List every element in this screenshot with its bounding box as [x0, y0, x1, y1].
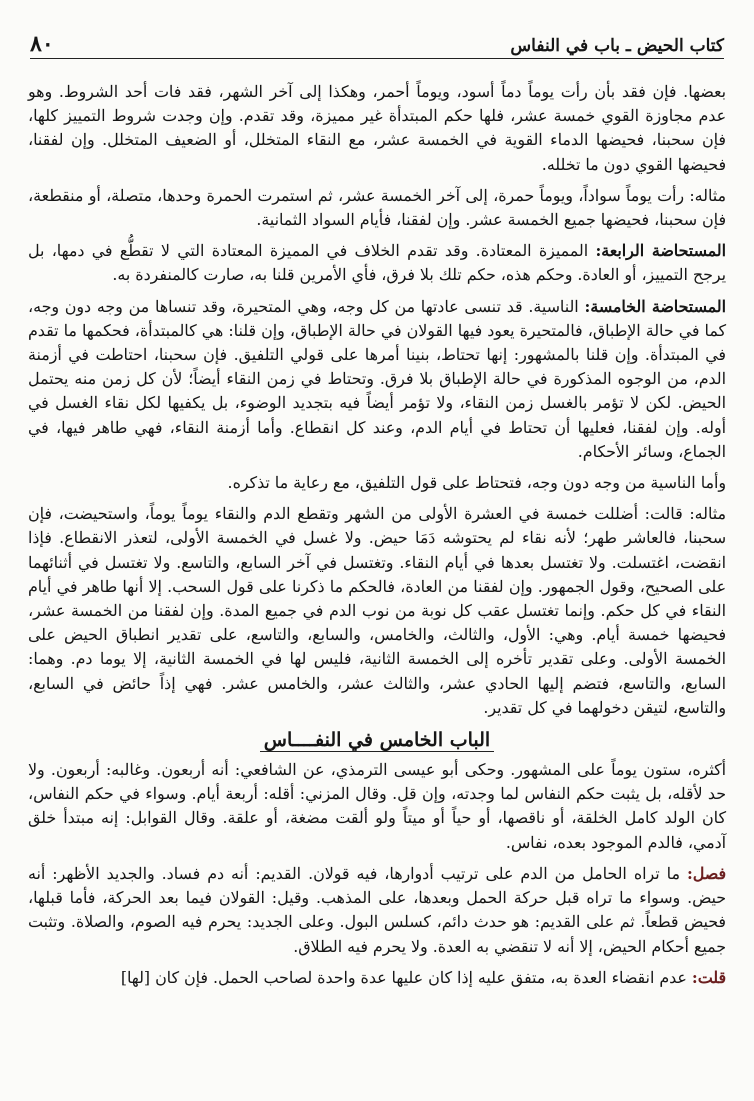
paragraph-text: ما تراه الحامل من الدم على ترتيب أدوارها، فيه قولان. القديم: أنه دم فساد. والجديد الأظهر: أنه حيض. وسواء ما تراه قبل حركة الحمل وبعدها، على المذهب. وقيل: القولان فيما بعد الحركة، فأما قبلها، فحيض قطعاً. ثم على القديم: هو حدث دائم، كسلس البول. وعلى الجديد: يحرم فيه الصوم، والصلاة. وتثبت جميع أحكام الحيض، إلا أنه لا تنقضي به العدة. ولا يحرم فيه الطلاق.: [28, 863, 726, 956]
section-label: فصل:: [686, 863, 726, 883]
running-title: كتاب الحيض ـ باب في النفاس: [510, 36, 724, 56]
paragraph-text: مثاله: قالت: أضللت خمسة في العشرة الأولى من الشهر وتقطع الدم والنقاء يوماً يوماً، واستحيضت، فإن سحبنا، فالعاشر طهر؛ لأنه نقاء لم يحتوشه دَمَا حيض. ولا غسل في الخمسة الأولى، لتعذر الانقطاع. فإذا انقضت، اغتسلت. ولا تغتسل بعدها في أيام النقاء. وتغتسل في آخر السابع، والتاسع. ولا تغتسل في أثنائهما على الصحيح، وقول الجمهور. وإن لفقنا من العادة، فالحكم ما ذكرنا على قول السحب. إلا أنها طاهر في أيام النقاء في كل حكم. وإنما تغتسل عقب كل نوبة من نوب الدم في جميع المدة. وإن لفقنا من الخمسة عشر، فحيضها خمسة أيام. وهي: الأول، والثالث، والخامس، والسابع، والتاسع، على تقدير انطباق الحيض على الخمسة الأولى. وعلى تقدير تأخره إلى الخمسة الثانية، فليس لها في الخمسة الثانية، إلا يوما دم. وهما: السابع، والتاسع، فتضم إليها الحادي عشر، والثالث عشر، والخامس عشر. فهي إذاً حائض في السابع، والتاسع، لتيقن دخولهما في كل تقدير.: [28, 504, 726, 717]
paragraph: [28, 80, 726, 177]
paragraph-text: بعضها. فإن فقد بأن رأت يوماً دماً أسود، ويوماً أحمر، وهكذا إلى آخر الشهر، فقد فات أحد الشروط. وهو عدم مجاوزة القوي خمسة عشر، فلها حكم المبتدأة غير مميزة، وقد تقدم. وإن وجدت شروط التمييز كلها، فإن سحبنا، فحيضها الدماء القوية في الخمسة عشر، مع النقاء المتخلل، أو الضعيف المتخلل. وإن لفقنا، فحيضها القوي دون ما تخلله.: [28, 82, 726, 174]
paragraph: [28, 966, 726, 990]
section-label: قلت:: [691, 967, 726, 987]
paragraph: [28, 184, 726, 232]
paragraph-text: مثاله: رأت يوماً سواداً، ويوماً حمرة، إلى آخر الخمسة عشر، ثم استمرت الحمرة وحدها، متصلة، أو منقطعة، فإن سحبنا، فحيضها جميع الخمسة عشر. وإن لفقنا، فأيام السواد الثمانية.: [28, 185, 726, 230]
body-text: [28, 80, 726, 1083]
paragraph: [28, 862, 726, 959]
paragraph-text: عدم انقضاء العدة به، متفق عليه إذا كان عليها عدة واحدة لصاحب الحمل. فإن كان [لها]: [120, 967, 692, 987]
paragraph: [28, 295, 726, 464]
paragraph-text: الناسية. قد تنسى عادتها من كل وجه، وهي المتحيرة، وقد تنساها من وجه دون وجه، كما في حالة الإطباق، فالمتحيرة يعود فيها القولان في حالة الإطباق، وإن قلنا: هي كالمبتدأة، فحكمها ما تقدم في المبتدأة. وإن قلنا بالمشهور: إنها تحتاط، بنينا أمرها على قولي التلفيق. فإن سحبنا، احتاطت في أزمنة الدم، من الوجوه المذكورة في حالة الإطباق بلا فرق. وتحتاط في زمن النقاء أيضاً؛ لأن كل زمن منه يحتمل الحيض. لكن لا تؤمر بالغسل زمن النقاء، ولا تؤمر أيضاً فيه بتجديد الوضوء، بل يكفيها لكل نقاء الغسل في أوله. وإن لفقنا، فعليها أن تحتاط في أيام الدم، وعند كل انقطاع. وأما أزمنة النقاء، فهي طاهر فيها، في الجماع، وسائر الأحكام.: [28, 296, 726, 461]
running-header: [30, 28, 724, 59]
section-label: المستحاضة الخامسة:: [584, 296, 726, 316]
page-number: ٨٠: [30, 31, 54, 57]
paragraph: [28, 239, 726, 287]
paragraph-text: وأما الناسية من وجه دون وجه، فتحتاط على قول التلفيق، مع رعاية ما تذكره.: [227, 473, 726, 493]
section-label: المستحاضة الرابعة:: [595, 241, 726, 261]
chapter-heading-text: الباب الخامس في النفــــاس: [260, 729, 494, 752]
paragraph-text: أكثره، ستون يوماً على المشهور. وحكى أبو عيسى الترمذي، عن الشافعي: أنه أربعون. وغالبه: أربعون. ولا حد لأقله، بل يثبت حكم النفاس لما وجدته، وإن قل. وقال المزني: أقله: أربعة أيام. وسواء في حكم النفاس، كان الولد كامل الخلقة، أو ناقصها، أو حياً أو ميتاً ولو ألقت مضغة، أو علقة. وقال القوابل: إنه مبتدأ خلق آدمي، فالدم الموجود بعده، نفاس.: [28, 760, 726, 852]
paragraph: [28, 502, 726, 720]
paragraph: [28, 758, 726, 855]
chapter-heading: [28, 727, 726, 753]
paragraph: [28, 471, 726, 495]
paragraph-text: المميزة المعتادة. وقد تقدم الخلاف في المميزة المعتادة التي لا تقطُّع في دمها، بل يرجح التمييز، أو العادة. وحكم هذه، حكم تلك بلا فرق، فأي الأمرين قلنا به، صارت كالمنفردة به.: [28, 241, 726, 285]
